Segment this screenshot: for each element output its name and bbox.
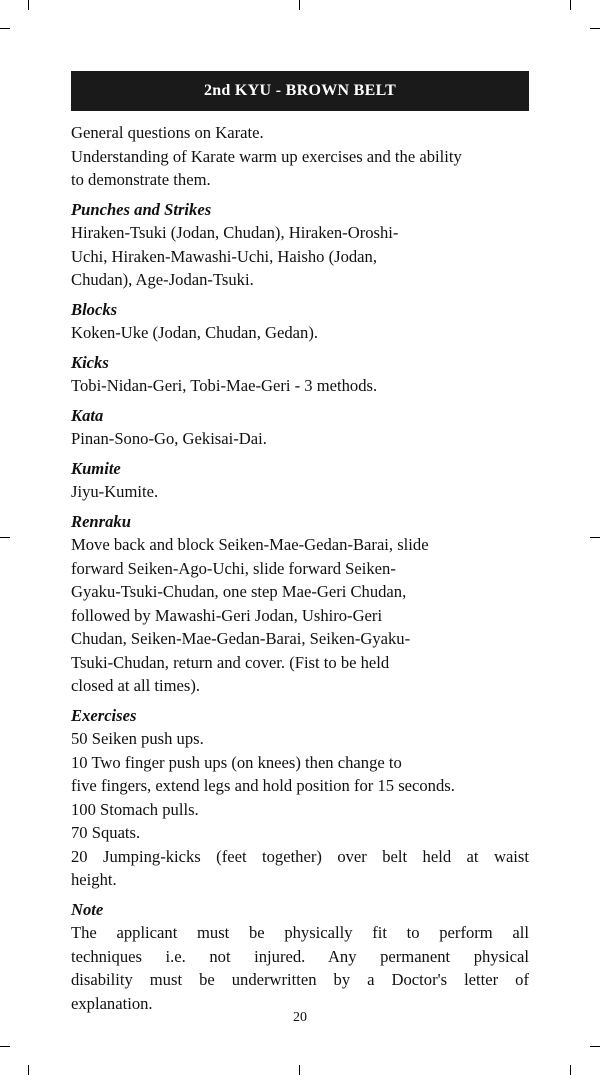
text-line: closed at all times). — [71, 676, 201, 695]
text-line: Gyaku-Tsuki-Chudan, one step Mae-Geri Chudan, — [71, 582, 407, 601]
text-line: Chudan, Seiken-Mae-Gedan-Barai, Seiken-Gyaku- — [71, 629, 411, 648]
section-heading: Exercises — [71, 705, 137, 725]
page-content — [71, 71, 529, 1015]
text-line: 70 Squats. — [71, 823, 141, 842]
text-line: Tsuki-Chudan, return and cover. (Fist to be held — [71, 652, 390, 672]
section-renraku — [71, 510, 529, 698]
section-heading: Punches and Strikes — [71, 199, 212, 219]
section-kicks — [71, 351, 529, 398]
text-line: Koken-Uke (Jodan, Chudan, Gedan). — [71, 323, 318, 342]
text-line: Move back and block Seiken-Mae-Gedan-Barai, slide — [71, 535, 429, 554]
crop-mark — [570, 0, 571, 10]
crop-mark — [590, 1046, 600, 1047]
section-punches-strikes — [71, 198, 529, 292]
section-blocks — [71, 298, 529, 345]
crop-mark — [570, 1065, 571, 1075]
section-heading: Kata — [71, 405, 104, 425]
text-line: 10 Two finger push ups (on knees) then change to — [71, 752, 402, 772]
text-line: Hiraken-Tsuki (Jodan, Chudan), Hiraken-Oroshi- — [71, 223, 399, 242]
crop-mark — [299, 1065, 300, 1075]
crop-mark — [299, 0, 300, 10]
crop-mark — [0, 537, 10, 538]
page-number: 20 — [293, 1010, 307, 1025]
text-line: forward Seiken-Ago-Uchi, slide forward Seiken- — [71, 558, 396, 578]
text-line: disability must be underwritten by a Doctor's letter of — [71, 970, 529, 989]
page-title: 2nd KYU - BROWN BELT — [71, 71, 529, 111]
text-line: Tobi-Nidan-Geri, Tobi-Mae-Geri - 3 methods. — [71, 376, 378, 395]
text-line: followed by Mawashi-Geri Jodan, Ushiro-Geri — [71, 605, 383, 625]
text-line: 50 Seiken push ups. — [71, 729, 204, 748]
section-kumite — [71, 457, 529, 504]
text-line: five fingers, extend legs and hold position for 15 seconds. — [71, 776, 455, 795]
text-line: Uchi, Hiraken-Mawashi-Uchi, Haisho (Jodan, — [71, 246, 377, 266]
intro-text — [71, 121, 529, 192]
crop-mark — [28, 0, 29, 10]
text-line: 20 Jumping-kicks (feet together) over belt held at waist — [71, 846, 529, 866]
section-heading: Kicks — [71, 352, 109, 372]
crop-mark — [28, 1065, 29, 1075]
text-line: The applicant must be physically fit to perform all — [71, 923, 529, 942]
text-line: Pinan-Sono-Go, Gekisai-Dai. — [71, 429, 267, 448]
crop-mark — [590, 28, 600, 29]
text-line: Understanding of Karate warm up exercises and the ability — [71, 146, 462, 166]
crop-mark — [590, 537, 600, 538]
section-kata — [71, 404, 529, 451]
text-line: techniques i.e. not injured. Any permanent physical — [71, 946, 529, 966]
text-line: to demonstrate them. — [71, 170, 211, 189]
text-line: General questions on Karate. — [71, 123, 264, 142]
text-line: height. — [71, 870, 117, 889]
section-note — [71, 898, 529, 1016]
section-heading: Blocks — [71, 299, 118, 319]
section-heading: Kumite — [71, 458, 121, 478]
text-line: explanation. — [71, 993, 153, 1013]
section-heading: Note — [71, 899, 104, 919]
crop-mark — [0, 28, 10, 29]
text-line: 100 Stomach pulls. — [71, 799, 199, 819]
section-heading: Renraku — [71, 511, 131, 531]
text-line: Chudan), Age-Jodan-Tsuki. — [71, 270, 254, 289]
crop-mark — [0, 1046, 10, 1047]
text-line: Jiyu-Kumite. — [71, 482, 159, 501]
section-exercises — [71, 704, 529, 892]
